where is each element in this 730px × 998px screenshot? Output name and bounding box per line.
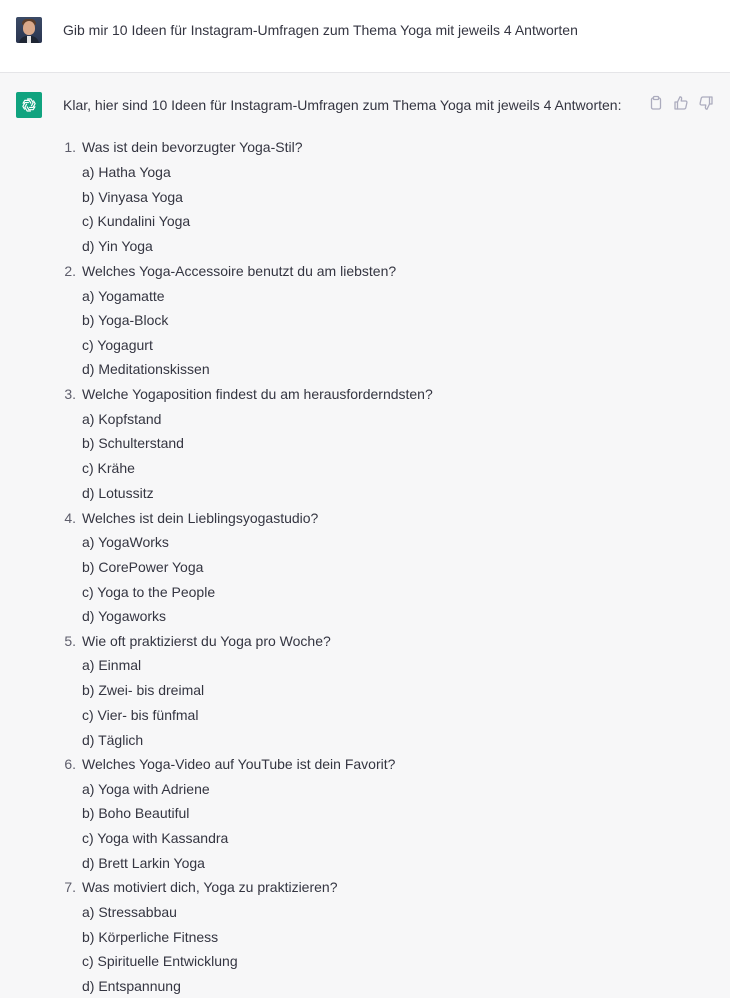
question-text: Welches Yoga-Accessoire benutzt du am liebsten? — [82, 263, 397, 279]
answer-option: a) Hatha Yoga — [82, 164, 171, 180]
user-message-row — [0, 0, 730, 73]
question-text: Welches Yoga-Video auf YouTube ist dein Favorit? — [82, 756, 396, 772]
answer-option: c) Spirituelle Entwicklung — [82, 953, 238, 969]
answer-option: c) Yoga with Kassandra — [82, 830, 229, 846]
answer-option: d) Yin Yoga — [82, 238, 153, 254]
answer-option: a) YogaWorks — [82, 534, 169, 550]
question-text: Wie oft praktizierst du Yoga pro Woche? — [82, 633, 331, 649]
answer-option: c) Vier- bis fünfmal — [82, 707, 199, 723]
answer-option: b) Yoga-Block — [82, 312, 169, 328]
question-text: Welches ist dein Lieblingsyogastudio? — [82, 510, 319, 526]
answer-option: c) Krähe — [82, 460, 135, 476]
answer-option: d) Yogaworks — [82, 608, 167, 624]
question-number: 6. — [64, 756, 76, 772]
assistant-intro-text: Klar, hier sind 10 Ideen für Instagram-Umfragen zum Thema Yoga mit jeweils 4 Antworten: — [63, 97, 622, 113]
answer-option: c) Kundalini Yoga — [82, 213, 191, 229]
question-number: 2. — [64, 263, 76, 279]
question-number: 5. — [64, 633, 76, 649]
clipboard-icon[interactable] — [648, 95, 664, 111]
answer-option: b) Körperliche Fitness — [82, 929, 219, 945]
answer-option: d) Meditationskissen — [82, 361, 210, 377]
answer-option: d) Täglich — [82, 732, 144, 748]
answer-option: d) Brett Larkin Yoga — [82, 855, 205, 871]
question-number: 3. — [64, 386, 76, 402]
answer-option: a) Yogamatte — [82, 288, 165, 304]
answer-option: c) Yogagurt — [82, 337, 153, 353]
question-text: Was ist dein bevorzugter Yoga-Stil? — [82, 139, 303, 155]
answer-option: c) Yoga to the People — [82, 584, 216, 600]
answer-option: a) Einmal — [82, 657, 142, 673]
answer-option: b) Schulterstand — [82, 435, 184, 451]
thumbs-up-icon[interactable] — [673, 95, 689, 111]
thumbs-down-icon[interactable] — [698, 95, 714, 111]
openai-logo-icon — [16, 92, 42, 118]
question-text: Welche Yogaposition findest du am herausforderndsten? — [82, 386, 433, 402]
message-actions — [648, 95, 714, 111]
user-message-text: Gib mir 10 Ideen für Instagram-Umfragen zum Thema Yoga mit jeweils 4 Antworten — [63, 22, 578, 38]
question-text: Was motiviert dich, Yoga zu praktizieren? — [82, 879, 338, 895]
answer-option: a) Yoga with Adriene — [82, 781, 210, 797]
user-avatar — [16, 17, 42, 43]
answer-option: b) CorePower Yoga — [82, 559, 204, 575]
question-number: 1. — [64, 139, 76, 155]
answer-option: b) Zwei- bis dreimal — [82, 682, 205, 698]
answer-option: a) Kopfstand — [82, 411, 162, 427]
question-number: 4. — [64, 510, 76, 526]
question-number: 7. — [64, 879, 76, 895]
answer-option: a) Stressabbau — [82, 904, 177, 920]
answer-option: b) Boho Beautiful — [82, 805, 190, 821]
answer-option: b) Vinyasa Yoga — [82, 189, 183, 205]
answer-option: d) Entspannung — [82, 978, 181, 994]
answer-option: d) Lotussitz — [82, 485, 154, 501]
